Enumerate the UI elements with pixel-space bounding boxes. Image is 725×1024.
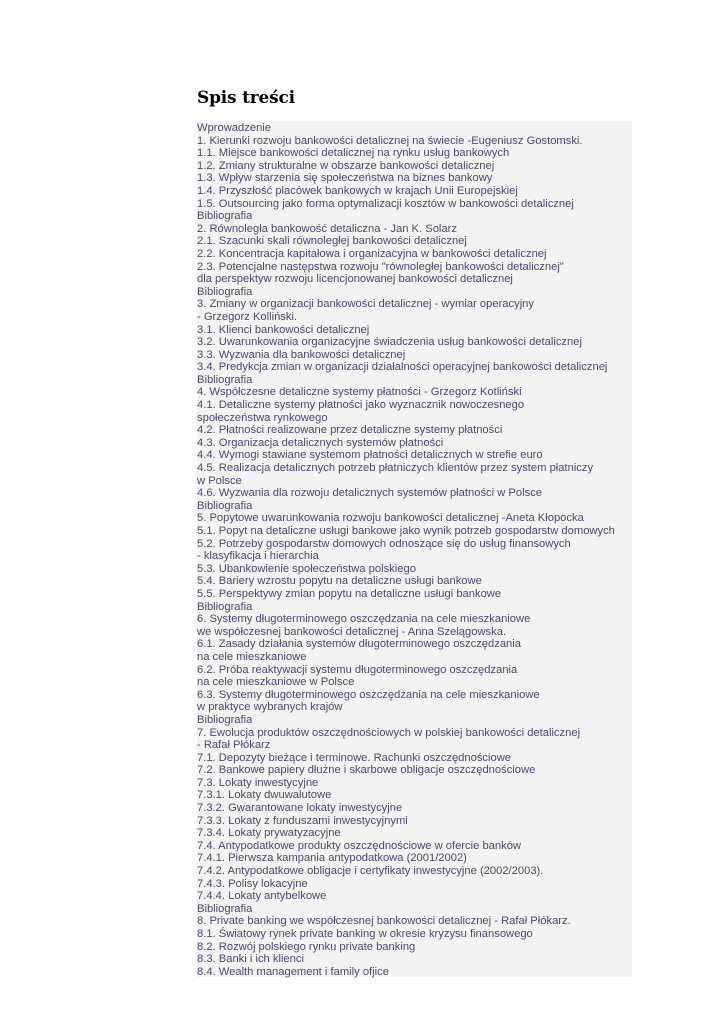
toc-entry: 7.3.2. Gwarantowane lokaty inwestycyjne xyxy=(197,802,403,815)
toc-entry: na cele mieszkaniowe xyxy=(197,650,307,663)
toc-entry: 1. Kierunki rozwoju bankowości detalicznej na świecie -Eugeniusz Gostomski. xyxy=(197,134,583,147)
toc-entry: Bibliografia xyxy=(197,373,253,386)
toc-entry: 4. Współczesne detaliczne systemy płatności - Grzegorz Kotliński xyxy=(197,386,522,399)
toc-entry: 7.3.3. Lokaty z funduszami inwestycyjnymi xyxy=(197,814,408,827)
toc-entry: - klasyfikacja i hierarchia xyxy=(197,550,319,563)
toc-entry: 6.2. Próba reaktywacji systemu długoterminowego oszczędzania xyxy=(197,663,518,676)
toc-entry: społeczeństwa rynkowego xyxy=(197,411,328,424)
toc-entry: 7.4. Antypodatkowe produkty oszczędnościowe w ofercie banków xyxy=(197,839,521,852)
toc-entry: 5.4. Bariery wzrostu popytu na detaliczne usługi bankowe xyxy=(197,575,482,588)
toc-entry: 3.3. Wyzwania dla bankowości detalicznej xyxy=(197,348,406,361)
toc-entry: 1.5. Outsourcing jako forma optymalizacji kosztów w bankowości detalicznej xyxy=(197,197,574,210)
toc-entry: w praktyce wybranych krajów xyxy=(197,701,343,714)
toc-entry: 4.2. Płatności realizowane przez detaliczne systemy płatności xyxy=(197,424,503,437)
toc-entry: 3.2. Uwarunkowania organizacyjne świadczenia usług bankowości detalicznej xyxy=(197,336,582,349)
toc-entry: we współczesnej bankowości detalicznej - Anna Szelągowska. xyxy=(197,625,507,638)
toc-entry: 2.3. Potencjalne następstwa rozwoju "równoległej bankowości detalicznej" xyxy=(197,260,564,273)
toc-entry: 4.4. Wymogi stawiane systemom płatności detalicznych w strefie euro xyxy=(197,449,543,462)
toc-entry: 6.1. Zasady działania systemów długoterminowego oszczędzania xyxy=(197,638,521,651)
toc-entry: 1.1. Miejsce bankowości detalicznej na rynku usług bankowych xyxy=(197,147,510,160)
toc-entry: na cele mieszkaniowe w Polsce xyxy=(197,676,355,689)
toc-entry: - Rafał Płókarz xyxy=(197,739,271,752)
toc-entry: dla perspektyw rozwoju licencjonowanej bankowości detalicznej xyxy=(197,273,513,286)
toc-entry: 8.1. Światowy rynek private banking w okresie kryzysu finansowego xyxy=(197,928,533,940)
toc-entry: 7.3. Lokaty inwestycyjne xyxy=(197,776,319,789)
toc-entry: 7.2. Bankowe papiery dłużne i skarbowe obligacje oszczędnościowe xyxy=(197,764,536,777)
toc-entry: 6. Systemy długoterminowego oszczędzania na cele mieszkaniowe xyxy=(197,613,531,626)
toc-entry: 4.6. Wyzwania dla rozwoju detalicznych systemów płatności w Polsce xyxy=(197,487,542,500)
toc-entry: 7.1. Depozyty bieżące i terminowe. Rachunki oszczędnościowe xyxy=(197,751,512,764)
toc-entry: 7.3.4. Lokaty prywatyzacyjne xyxy=(197,827,341,840)
toc-entry: 6.3. Systemy długoterminowego oszczędzania na cele mieszkaniowe xyxy=(197,688,540,701)
toc-entry: 4.5. Realizacja detalicznych potrzeb płatniczych klientów przez system płatniczy xyxy=(197,462,594,475)
toc-entry: 5. Popytowe uwarunkowania rozwoju bankowości detalicznej -Aneta Kłopocka xyxy=(197,512,584,525)
toc-entry: Bibliografia xyxy=(197,285,253,298)
toc-entry: 7.4.4. Lokaty antybelkowe xyxy=(197,890,327,903)
toc-entry: - Grzegorz Kolliński. xyxy=(197,310,298,323)
toc-entry: Bibliografia xyxy=(197,499,253,512)
page-title: Spis treści xyxy=(197,88,295,108)
toc-entry: 1.2. Zmiany strukturalne w obszarze bankowości detalicznej xyxy=(197,159,495,172)
toc-entry: 2. Równoległa bankowość detaliczna - Jan K. Solarz xyxy=(197,222,457,235)
toc-entry: 7.4.2. Antypodatkowe obligacje i certyfikaty inwestycyjne (2002/2003). xyxy=(197,865,544,878)
table-of-contents xyxy=(197,121,632,977)
toc-entry: 2.2. Koncentracja kapitałowa i organizacyjna w bankowości detalicznej xyxy=(197,247,547,260)
toc-entry: 2.1. Szacunki skali równoległej bankowości detalicznej xyxy=(197,235,467,248)
toc-entry: 5.2. Potrzeby gospodarstw domowych odnoszące się do usług finansowych xyxy=(197,537,571,550)
toc-entry: 3. Zmiany w organizacji bankowości detalicznej - wymiar operacyjny xyxy=(197,298,535,311)
toc-entry: 7.4.3. Polisy lokacyjne xyxy=(197,877,308,890)
toc-entry: Bibliografia xyxy=(197,902,253,915)
toc-entry: 8.3. Banki i ich klienci xyxy=(197,953,304,966)
toc-entry: 4.3. Organizacja detalicznych systemów płatności xyxy=(197,436,444,449)
toc-entry: 7. Ewolucja produktów oszczędnościowych w polskiej bankowości detalicznej xyxy=(197,726,581,739)
toc-entry: Bibliografia xyxy=(197,600,253,613)
toc-entry: 7.3.1. Lokaty dwuwalutowe xyxy=(197,789,332,802)
toc-entry: 1.4. Przyszłość placówek bankowych w krajach Unii Europejskiej xyxy=(197,184,518,197)
toc-entry: 8.2. Rozwój polskiego rynku private banking xyxy=(197,940,416,953)
toc-entry: 8.4. Wealth management i family ofjice xyxy=(197,965,389,978)
toc-entry: 5.5. Perspektywy zmian popytu na detaliczne usługi bankowe xyxy=(197,587,502,600)
toc-entry: 5.3. Ubankowienie społeczeństwa polskiego xyxy=(197,562,416,575)
toc-entry: 1.3. Wpływ starzenia się społeczeństwa na biznes bankowy xyxy=(197,172,493,185)
toc-entry: 3.4. Predykcja zmian w organizacji działalności operacyjnej bankowości detalicznej xyxy=(197,361,608,374)
toc-entry: Bibliografia xyxy=(197,210,253,223)
toc-entry: w Polsce xyxy=(197,474,242,487)
toc-entry: 8. Private banking we współczesnej bankowości detalicznej - Rafał Płókarz. xyxy=(197,915,571,928)
toc-entry: Bibliografia xyxy=(197,713,253,726)
toc-entry: 3.1. Klienci bankowości detalicznej xyxy=(197,323,370,336)
toc-entry: Wprowadzenie xyxy=(197,122,271,134)
toc-list xyxy=(197,122,632,978)
toc-entry: 7.4.1. Pierwsza kampania antypodatkowa (2001/2002) xyxy=(197,852,467,865)
toc-entry: 4.1. Detaliczne systemy płatności jako wyznacznik nowoczesnego xyxy=(197,399,525,412)
toc-entry: 5.1. Popyt na detaliczne usługi bankowe jako wynik potrzeb gospodarstw domowych xyxy=(197,525,615,537)
